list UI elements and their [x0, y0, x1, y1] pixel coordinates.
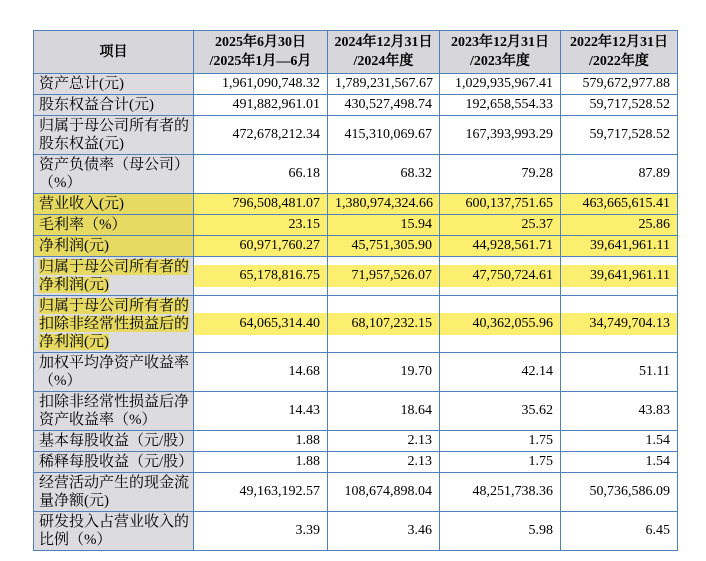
- value-cell: 2.13: [328, 431, 440, 452]
- value-cell: 2.13: [328, 452, 440, 473]
- value-cell: [561, 296, 678, 353]
- highlighted-value-stripe: 64,065,314.40: [194, 313, 327, 335]
- table-row: [34, 194, 678, 215]
- value-cell: 19.70: [328, 353, 440, 392]
- value-cell: 463,665,615.41: [561, 194, 678, 215]
- highlighted-value-stripe: 34,749,704.13: [561, 313, 677, 335]
- table-row: [34, 431, 678, 452]
- value-cell: 600,137,751.65: [440, 194, 561, 215]
- value-cell: 35.62: [440, 392, 561, 431]
- value-cell: 1.54: [561, 431, 678, 452]
- period-date: 2024年12月31日: [334, 35, 433, 50]
- row-label: [34, 296, 194, 353]
- header-row: [34, 31, 678, 74]
- row-label: 研发投入占营业收入的比例（%）: [34, 512, 194, 551]
- value-cell: 472,678,212.34: [194, 116, 328, 155]
- value-cell: 108,674,898.04: [328, 473, 440, 512]
- row-label: 经营活动产生的现金流量净额(元): [34, 473, 194, 512]
- value-cell: 1,380,974,324.66: [328, 194, 440, 215]
- value-cell: 60,971,760.27: [194, 236, 328, 257]
- value-cell: [328, 296, 440, 353]
- value-cell: 1.75: [440, 431, 561, 452]
- row-label: 净利润(元): [34, 236, 194, 257]
- table-row: [34, 95, 678, 116]
- table-body: [34, 74, 678, 551]
- value-cell: 796,508,481.07: [194, 194, 328, 215]
- value-cell: 51.11: [561, 353, 678, 392]
- table-row: [34, 74, 678, 95]
- value-cell: 5.98: [440, 512, 561, 551]
- value-cell: 39,641,961.11: [561, 236, 678, 257]
- row-label: 扣除非经常性损益后净资产收益率（%）: [34, 392, 194, 431]
- column-header-period-2023: [440, 31, 561, 74]
- value-cell: 1.88: [194, 452, 328, 473]
- value-cell: 415,310,069.67: [328, 116, 440, 155]
- highlighted-value-stripe: 71,957,526.07: [328, 265, 439, 287]
- row-label: 资产负债率（母公司）（%）: [34, 155, 194, 194]
- column-header-period-2025: [194, 31, 328, 74]
- value-cell: 18.64: [328, 392, 440, 431]
- highlighted-value-stripe: 47,750,724.61: [440, 265, 560, 287]
- value-cell: 14.68: [194, 353, 328, 392]
- value-cell: [328, 257, 440, 296]
- value-cell: 1.54: [561, 452, 678, 473]
- value-cell: 50,736,586.09: [561, 473, 678, 512]
- value-cell: 49,163,192.57: [194, 473, 328, 512]
- row-label: 毛利率（%）: [34, 215, 194, 236]
- value-cell: 167,393,993.29: [440, 116, 561, 155]
- row-label: 归属于母公司所有者的股东权益(元): [34, 116, 194, 155]
- period-date: 2025年6月30日: [215, 35, 306, 50]
- row-label: 资产总计(元): [34, 74, 194, 95]
- value-cell: 192,658,554.33: [440, 95, 561, 116]
- row-label: [34, 257, 194, 296]
- value-cell: 3.46: [328, 512, 440, 551]
- table-row: [34, 116, 678, 155]
- period-date: 2022年12月31日: [570, 35, 668, 50]
- value-cell: 6.45: [561, 512, 678, 551]
- column-header-period-2024: [328, 31, 440, 74]
- highlighted-value-stripe: 40,362,055.96: [440, 313, 560, 335]
- period-range: /2025年1月—6月: [209, 54, 312, 69]
- value-cell: 25.37: [440, 215, 561, 236]
- value-cell: 430,527,498.74: [328, 95, 440, 116]
- value-cell: 491,882,961.01: [194, 95, 328, 116]
- value-cell: 59,717,528.52: [561, 116, 678, 155]
- row-label: 营业收入(元): [34, 194, 194, 215]
- row-label: 稀释每股收益（元/股）: [34, 452, 194, 473]
- value-cell: 1,789,231,567.67: [328, 74, 440, 95]
- value-cell: 1.88: [194, 431, 328, 452]
- table-row: [34, 353, 678, 392]
- value-cell: 3.39: [194, 512, 328, 551]
- row-label: 股东权益合计(元): [34, 95, 194, 116]
- highlighted-label-text: 归属于母公司所有者的净利润(元): [39, 259, 190, 293]
- column-header-item: 项目: [34, 31, 194, 74]
- financial-summary-section: [33, 30, 706, 551]
- table-header: [34, 31, 678, 74]
- table-row: [34, 452, 678, 473]
- value-cell: 59,717,528.52: [561, 95, 678, 116]
- value-cell: [440, 257, 561, 296]
- value-cell: 1,029,935,967.41: [440, 74, 561, 95]
- financial-summary-table: [33, 30, 678, 551]
- table-row: [34, 236, 678, 257]
- value-cell: 87.89: [561, 155, 678, 194]
- period-range: /2024年度: [353, 54, 414, 69]
- row-label: 基本每股收益（元/股）: [34, 431, 194, 452]
- value-cell: 42.14: [440, 353, 561, 392]
- column-header-period-2022: [561, 31, 678, 74]
- period-range: /2023年度: [470, 54, 530, 69]
- value-cell: 66.18: [194, 155, 328, 194]
- highlighted-label-text: 归属于母公司所有者的扣除非经常性损益后的净利润(元): [39, 298, 190, 350]
- value-cell: 44,928,561.71: [440, 236, 561, 257]
- value-cell: 25.86: [561, 215, 678, 236]
- value-cell: [194, 257, 328, 296]
- table-row: [34, 257, 678, 296]
- value-cell: 1.75: [440, 452, 561, 473]
- period-range: /2022年度: [589, 54, 649, 69]
- row-label: 加权平均净资产收益率（%）: [34, 353, 194, 392]
- value-cell: 48,251,738.36: [440, 473, 561, 512]
- table-row: [34, 512, 678, 551]
- value-cell: 79.28: [440, 155, 561, 194]
- value-cell: 68.32: [328, 155, 440, 194]
- table-row: [34, 473, 678, 512]
- highlighted-value-stripe: 39,641,961.11: [561, 265, 677, 287]
- value-cell: 579,672,977.88: [561, 74, 678, 95]
- table-row: [34, 215, 678, 236]
- value-cell: [440, 296, 561, 353]
- table-row: [34, 296, 678, 353]
- value-cell: [561, 257, 678, 296]
- value-cell: 43.83: [561, 392, 678, 431]
- highlighted-value-stripe: 65,178,816.75: [194, 265, 327, 287]
- value-cell: 15.94: [328, 215, 440, 236]
- value-cell: 1,961,090,748.32: [194, 74, 328, 95]
- value-cell: 23.15: [194, 215, 328, 236]
- value-cell: 45,751,305.90: [328, 236, 440, 257]
- value-cell: [194, 296, 328, 353]
- highlighted-value-stripe: 68,107,232.15: [328, 313, 439, 335]
- value-cell: 14.43: [194, 392, 328, 431]
- table-row: [34, 392, 678, 431]
- period-date: 2023年12月31日: [451, 35, 549, 50]
- table-row: [34, 155, 678, 194]
